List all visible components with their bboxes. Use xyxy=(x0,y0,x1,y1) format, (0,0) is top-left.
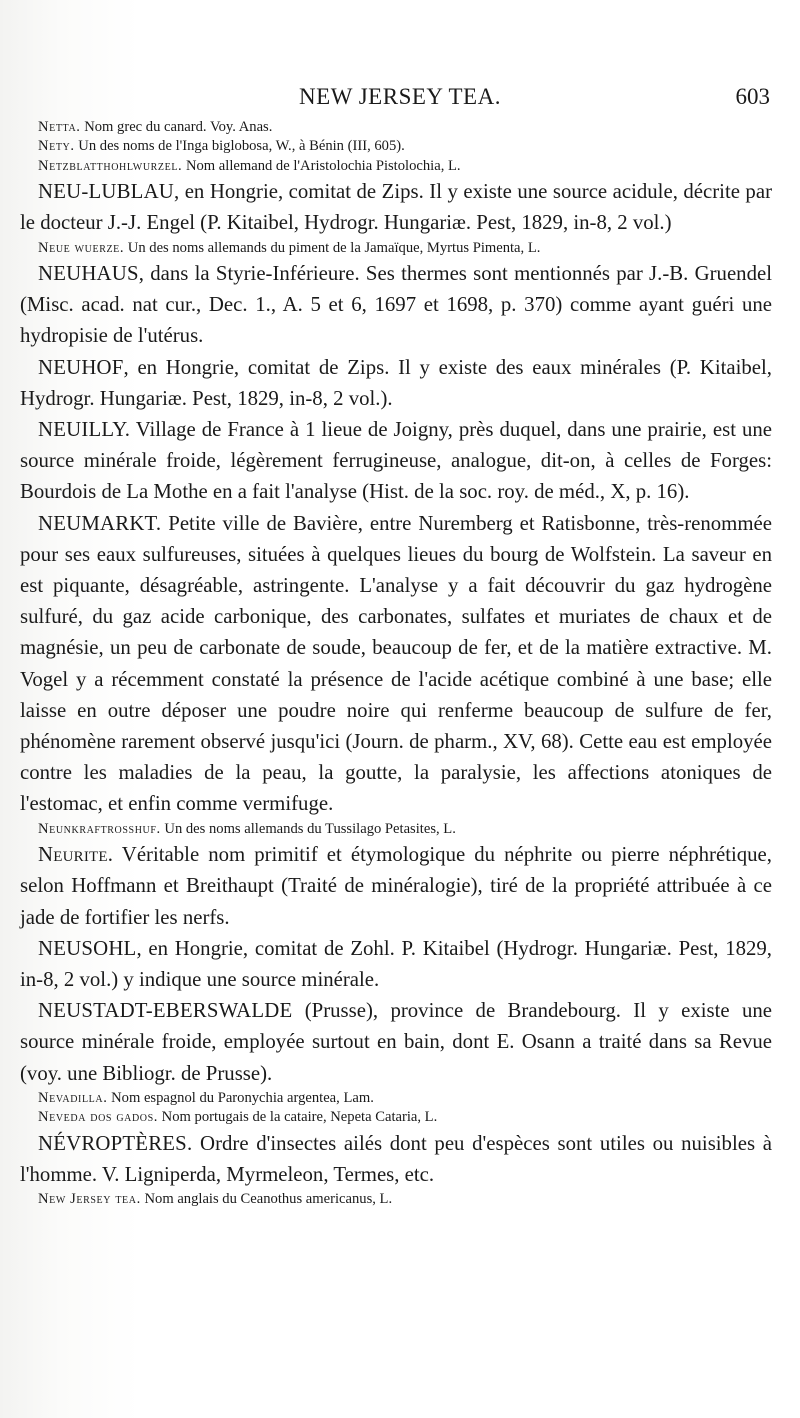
entry-headword: NEUHAUS xyxy=(38,262,139,286)
entry-headword: NEU-LUBLAU xyxy=(38,180,175,204)
dictionary-entry xyxy=(20,1190,772,1209)
page-header xyxy=(0,80,800,120)
entry-headword: NÉVROPTÈRES. xyxy=(38,1131,193,1155)
entry-definition: Nom espagnol du Paronychia argentea, Lam. xyxy=(107,1089,374,1106)
dictionary-entry xyxy=(20,508,772,820)
entry-definition: Nom allemand de l'Aristolochia Pistolochia, L. xyxy=(182,157,461,174)
entry-definition: , en Hongrie, comitat de Zips. Il y existe une source acidule, décrite par le docteur J.-J. Engel (P. Kitaibel, Hydrogr. Hungariæ. Pest, 1829, in-8, 2 vol.) xyxy=(20,180,772,235)
dictionary-entry xyxy=(20,176,772,238)
entry-definition: Un des noms de l'Inga biglobosa, W., à Bénin (III, 605). xyxy=(74,138,405,155)
entry-definition: Village de France à 1 lieue de Joigny, près duquel, dans une prairie, est une source minérale froide, légèrement ferrugineuse, analogue, dit-on, à celles de Forges: Bourdois de La Mothe en a fait l'analyse (Hist. de la soc. roy. de méd., X, p. 16). xyxy=(20,418,772,504)
entry-definition: (Prusse), province de Brandebourg. Il y existe une source minérale froide, employée surtout en bain, dont E. Osann a traité dans sa Revue (voy. une Bibliogr. de Prusse). xyxy=(20,999,772,1085)
entry-headword: NEUSOHL xyxy=(38,936,137,960)
entry-headword: Nety. xyxy=(38,138,75,155)
entry-headword: Neveda dos gados. xyxy=(38,1109,159,1126)
entry-definition: Nom grec du canard. Voy. Anas. xyxy=(80,119,273,135)
dictionary-entry xyxy=(20,118,772,137)
entry-headword: Nevadilla. xyxy=(38,1089,108,1106)
entry-headword: Netzblatthohlwurzel. xyxy=(38,157,183,174)
dictionary-entry xyxy=(20,1108,772,1127)
dictionary-column xyxy=(20,118,772,1209)
entry-headword: Neunkraftrosshuf. xyxy=(38,820,161,837)
entry-headword: Neurite. xyxy=(38,843,114,867)
entry-headword: NEUILLY. xyxy=(38,418,131,442)
dictionary-entry xyxy=(20,352,772,414)
dictionary-entry xyxy=(20,239,772,258)
entry-definition: Véritable nom primitif et étymologique du néphrite ou pierre néphrétique, selon Hoffmann et Breithaupt (Traité de minéralogie), tiré de la propriété attribuée à ce jade de fortifier les nerfs. xyxy=(20,843,772,929)
dictionary-entry xyxy=(20,1089,772,1108)
dictionary-entry xyxy=(20,839,772,933)
entry-definition: Nom portugais de la cataire, Nepeta Cataria, L. xyxy=(158,1109,438,1126)
running-head: NEW JERSEY TEA. xyxy=(299,84,501,109)
dictionary-entry xyxy=(20,995,772,1089)
entry-headword: New Jersey tea. xyxy=(38,1190,141,1207)
dictionary-entry xyxy=(20,137,772,156)
entry-definition: Un des noms allemands du Tussilago Petasites, L. xyxy=(160,820,456,837)
dictionary-entry xyxy=(20,157,772,176)
entry-definition: Ordre d'insectes ailés dont peu d'espèces sont utiles ou nuisibles à l'homme. V. Ligniperda, Myrmeleon, Termes, etc. xyxy=(20,1131,772,1186)
dictionary-entry xyxy=(20,1128,772,1190)
entry-headword: Neue wuerze. xyxy=(38,239,125,256)
entry-headword: NEUMARKT. xyxy=(38,511,162,535)
dictionary-entry xyxy=(20,933,772,995)
entry-headword: Netta. xyxy=(38,119,81,135)
dictionary-entry xyxy=(20,414,772,508)
entry-headword: NEUHOF xyxy=(38,355,124,379)
entry-definition: Petite ville de Bavière, entre Nuremberg et Ratisbonne, très-renommée pour ses eaux sulfureuses, situées à quelques lieues du bourg de Wolfstein. La saveur en est piquante, désagréable, astringente. L'analyse y a fait découvrir du gaz hydrogène sulfuré, du gaz acide carbonique, des carbonates, sulfates et muriates de chaux et de magnésie, un peu de carbonate de soude, beaucoup de fer, et de la matière extractive. M. Vogel y a récemment constaté la présence de l'acide acétique combiné à une base; elle laisse en outre déposer une poudre noire qui renferme beaucoup de sulfure de fer, phénomène rarement observé jusqu'ici (Journ. de pharm., XV, 68). Cette eau est employée contre les maladies de la peau, la goutte, la paralysie, les affections atoniques de l'estomac, et enfin comme vermifuge. xyxy=(20,511,772,816)
entry-headword: NEUSTADT-EBERSWALDE xyxy=(38,999,293,1023)
entry-definition: , en Hongrie, comitat de Zips. Il y existe des eaux minérales (P. Kitaibel, Hydrogr. Hungariæ. Pest, 1829, in-8, 2 vol.). xyxy=(20,355,772,410)
dictionary-entry xyxy=(20,258,772,352)
page-number: 603 xyxy=(735,84,770,109)
entry-definition: , dans la Styrie-Inférieure. Ses thermes sont mentionnés par J.-B. Gruendel (Misc. acad. nat cur., Dec. 1., A. 5 et 6, 1697 et 1698, p. 370) comme ayant guéri une hydropisie de l'utérus. xyxy=(20,262,772,348)
entry-definition: Nom anglais du Ceanothus americanus, L. xyxy=(140,1190,393,1207)
entry-definition: , en Hongrie, comitat de Zohl. P. Kitaibel (Hydrogr. Hungariæ. Pest, 1829, in-8, 2 vol.) y indique une source minérale. xyxy=(20,936,772,991)
dictionary-entry xyxy=(20,820,772,839)
entry-definition: Un des noms allemands du piment de la Jamaïque, Myrtus Pimenta, L. xyxy=(124,239,541,256)
